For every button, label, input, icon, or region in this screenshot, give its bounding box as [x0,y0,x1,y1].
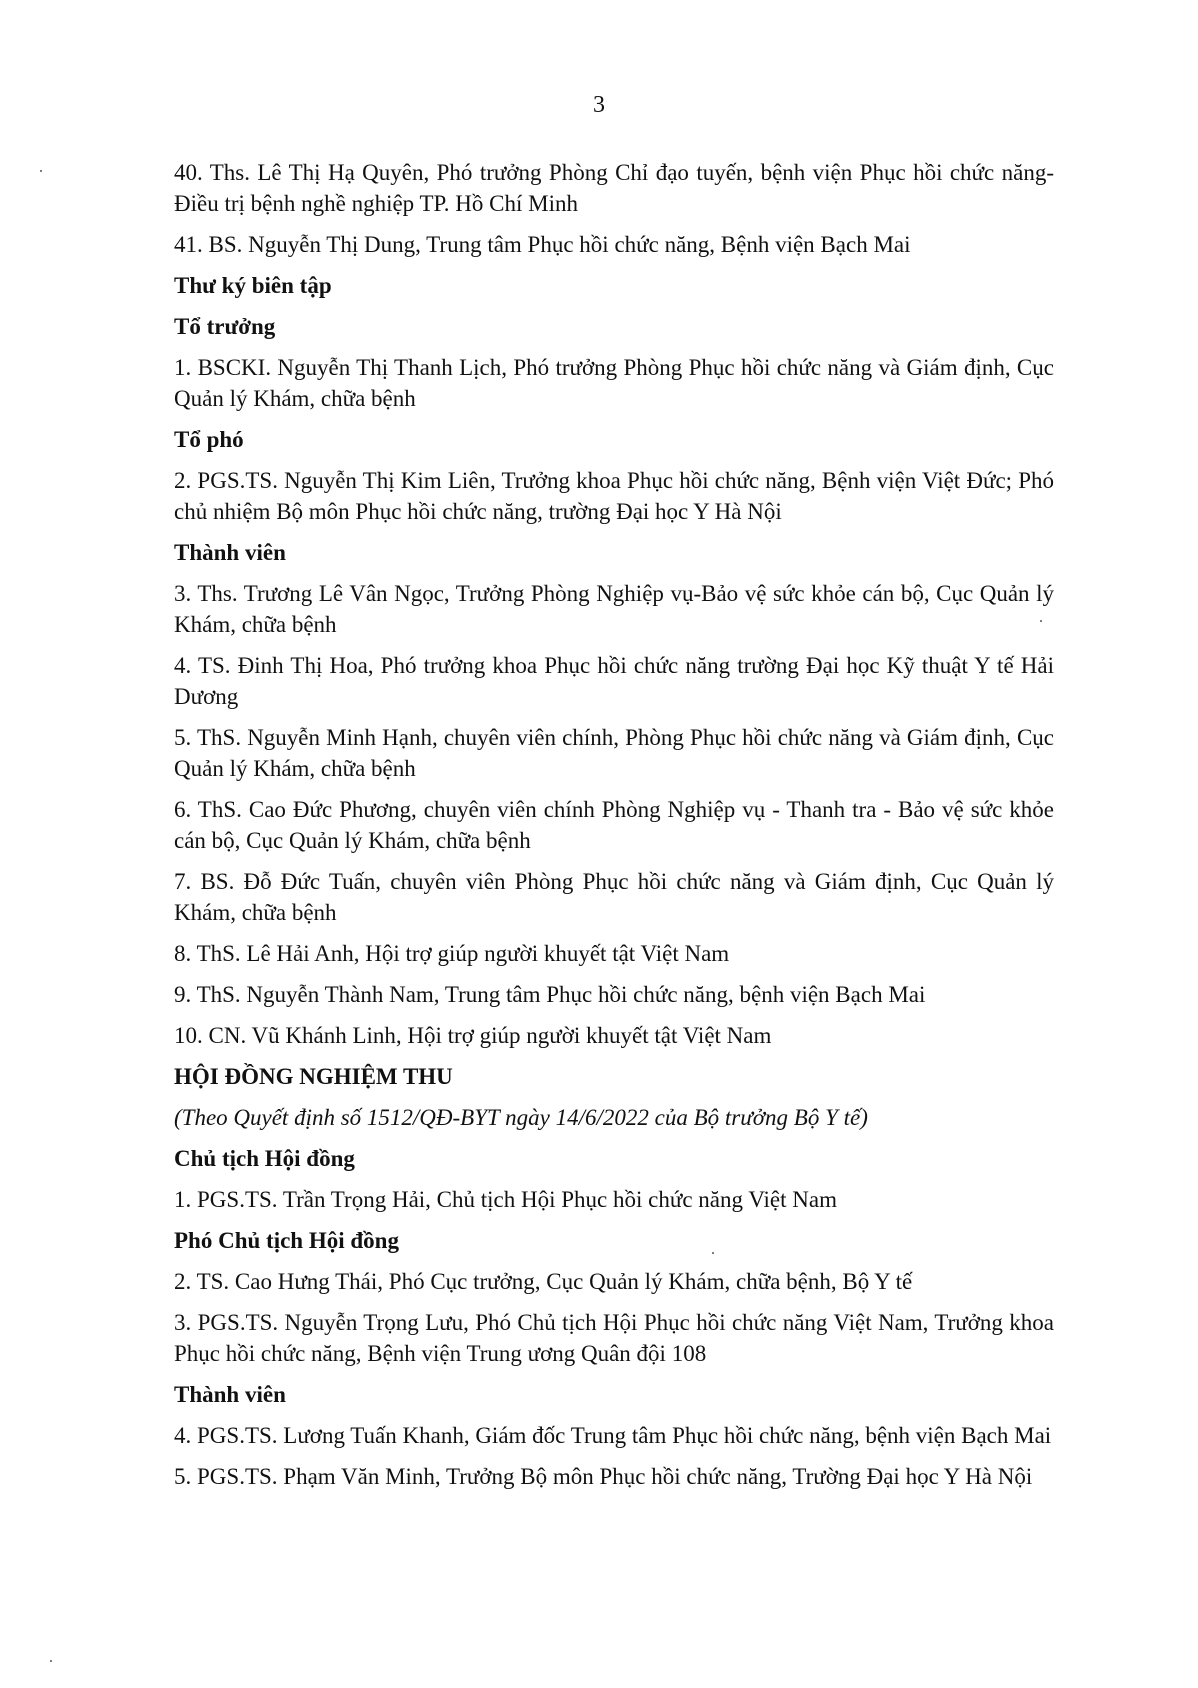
member-entry: 1. BSCKI. Nguyễn Thị Thanh Lịch, Phó trưởng Phòng Phục hồi chức năng và Giám định, Cục Quản lý Khám, chữa bệnh [174,355,1054,411]
section-heading: Thành viên [174,1382,286,1407]
section-heading: Phó Chủ tịch Hội đồng [174,1228,399,1253]
scan-speck [712,1252,714,1254]
section-heading: Thư ký biên tập [174,273,332,298]
member-entry: 5. PGS.TS. Phạm Văn Minh, Trưởng Bộ môn Phục hồi chức năng, Trường Đại học Y Hà Nội [174,1464,1033,1489]
scan-speck [40,170,42,172]
section-heading: Tổ phó [174,427,244,452]
member-entry: 2. TS. Cao Hưng Thái, Phó Cục trưởng, Cục Quản lý Khám, chữa bệnh, Bộ Y tế [174,1269,913,1294]
section-heading: Thành viên [174,540,286,565]
member-entry: 41. BS. Nguyễn Thị Dung, Trung tâm Phục hồi chức năng, Bệnh viện Bạch Mai [174,232,911,257]
member-entry: 3. Ths. Trương Lê Vân Ngọc, Trưởng Phòng Nghiệp vụ-Bảo vệ sức khỏe cán bộ, Cục Quản lý Khám, chữa bệnh [174,581,1054,637]
member-entry: 2. PGS.TS. Nguyễn Thị Kim Liên, Trưởng khoa Phục hồi chức năng, Bệnh viện Việt Đức; Phó chủ nhiệm Bộ môn Phục hồi chức năng, trường Đại học Y Hà Nội [174,468,1054,524]
scan-speck [1040,620,1042,622]
member-entry: 9. ThS. Nguyễn Thành Nam, Trung tâm Phục hồi chức năng, bệnh viện Bạch Mai [174,982,926,1007]
member-entry: 4. PGS.TS. Lương Tuấn Khanh, Giám đốc Trung tâm Phục hồi chức năng, bệnh viện Bạch Mai [174,1423,1052,1448]
section-heading: Tổ trưởng [174,314,276,339]
member-entry: 40. Ths. Lê Thị Hạ Quyên, Phó trưởng Phòng Chỉ đạo tuyến, bệnh viện Phục hồi chức năng-Điều trị bệnh nghề nghiệp TP. Hồ Chí Minh [174,160,1054,216]
member-entry: 5. ThS. Nguyễn Minh Hạnh, chuyên viên chính, Phòng Phục hồi chức năng và Giám định, Cục Quản lý Khám, chữa bệnh [174,725,1054,781]
page-number: 3 [593,92,605,118]
committee-heading: HỘI ĐỒNG NGHIỆM THU [174,1064,453,1089]
document-body [174,157,1054,1502]
section-heading: Chủ tịch Hội đồng [174,1146,355,1171]
scan-speck [50,1660,52,1662]
member-entry: 8. ThS. Lê Hải Anh, Hội trợ giúp người khuyết tật Việt Nam [174,941,730,966]
member-entry: 10. CN. Vũ Khánh Linh, Hội trợ giúp người khuyết tật Việt Nam [174,1023,772,1048]
member-entry: 7. BS. Đỗ Đức Tuấn, chuyên viên Phòng Phục hồi chức năng và Giám định, Cục Quản lý Khám, chữa bệnh [174,869,1054,925]
member-entry: 3. PGS.TS. Nguyễn Trọng Lưu, Phó Chủ tịch Hội Phục hồi chức năng Việt Nam, Trưởng khoa Phục hồi chức năng, Bệnh viện Trung ương Quân đội 108 [174,1310,1054,1366]
member-entry: 4. TS. Đinh Thị Hoa, Phó trưởng khoa Phục hồi chức năng trường Đại học Kỹ thuật Y tế Hải Dương [174,653,1054,709]
member-entry: 1. PGS.TS. Trần Trọng Hải, Chủ tịch Hội Phục hồi chức năng Việt Nam [174,1187,837,1212]
decision-reference: (Theo Quyết định số 1512/QĐ-BYT ngày 14/6/2022 của Bộ trưởng Bộ Y tế) [174,1105,868,1130]
member-entry: 6. ThS. Cao Đức Phương, chuyên viên chính Phòng Nghiệp vụ - Thanh tra - Bảo vệ sức khỏe cán bộ, Cục Quản lý Khám, chữa bệnh [174,797,1054,853]
